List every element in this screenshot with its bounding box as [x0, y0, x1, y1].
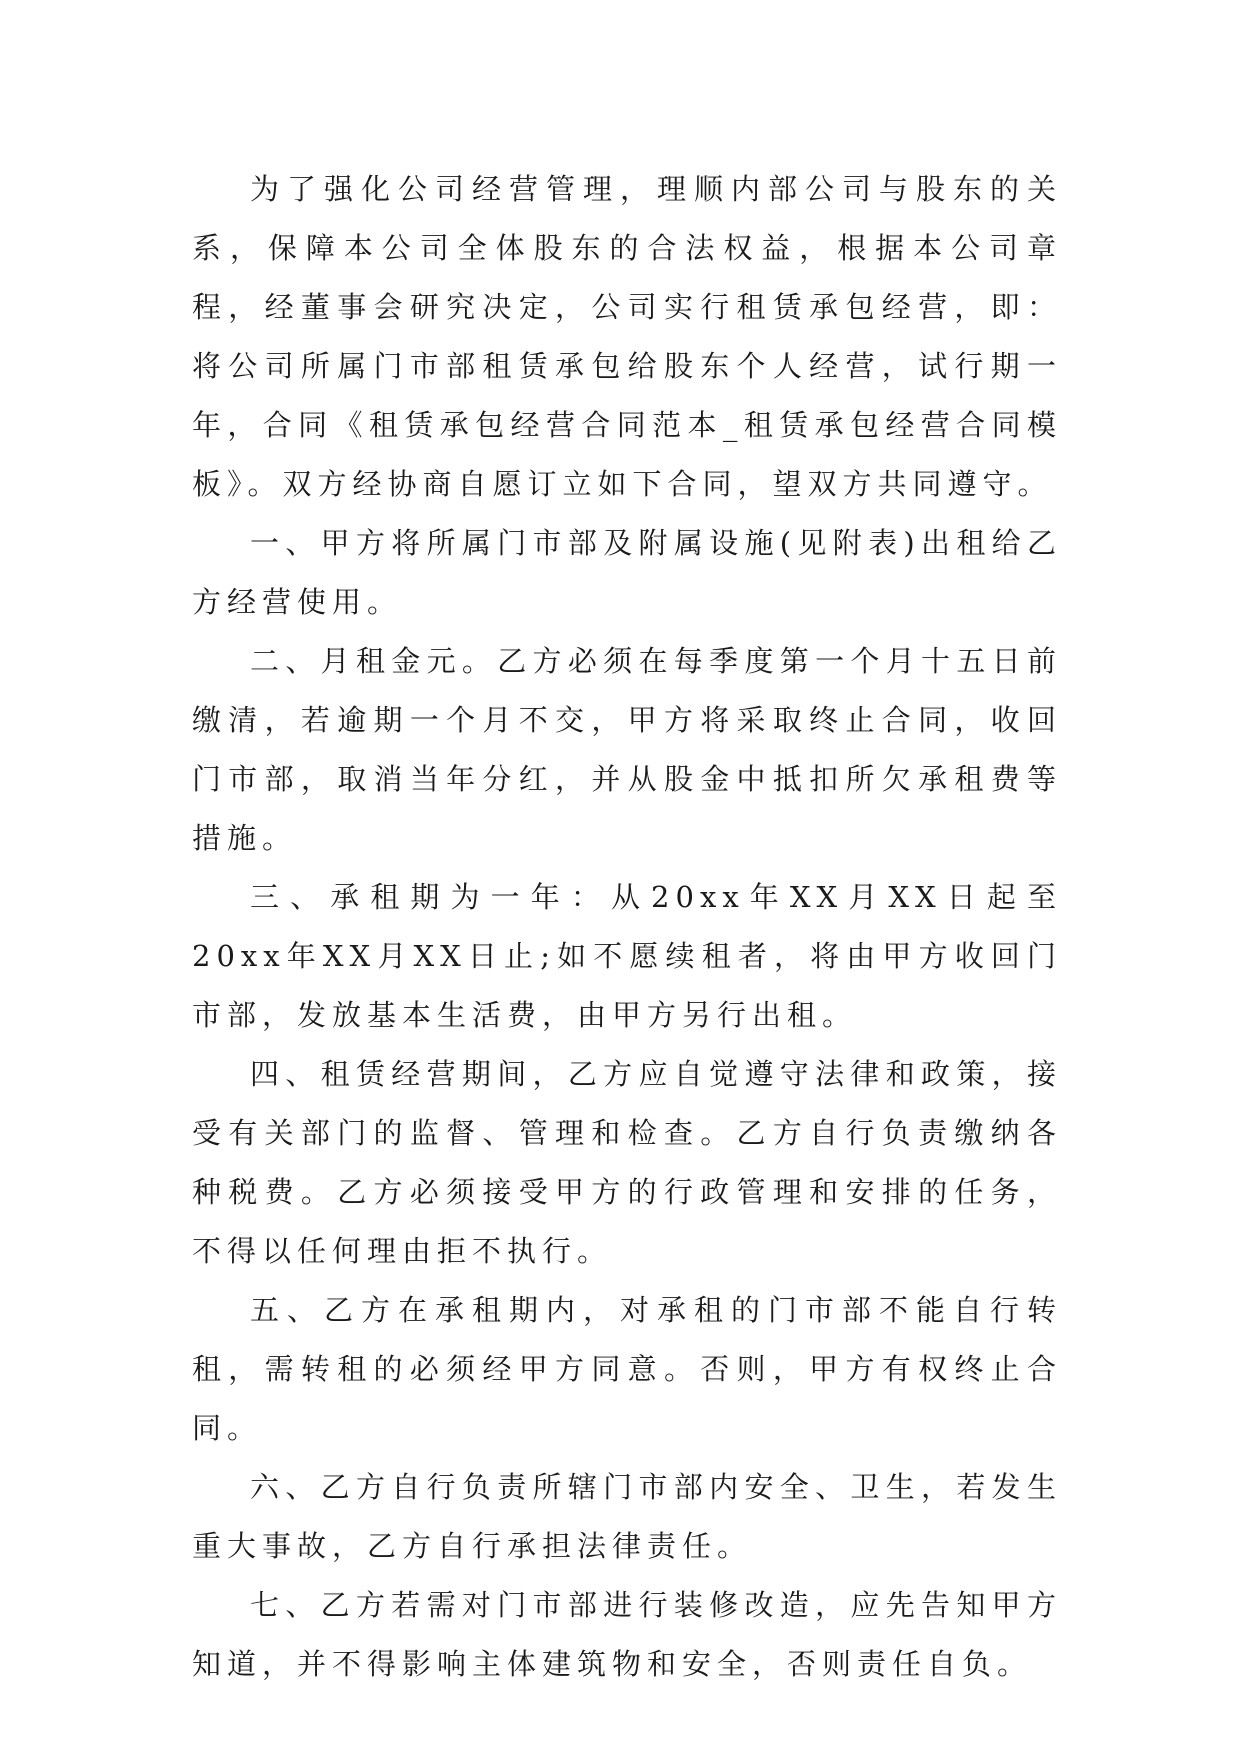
- paragraph-clause-6: 六、乙方自行负责所辖门市部内安全、卫生，若发生重大事故，乙方自行承担法律责任。: [192, 1470, 1062, 1563]
- paragraph-clause-5: 五、乙方在承租期内，对承租的门市部不能自行转租，需转租的必须经甲方同意。否则，甲方有权终止合同。: [192, 1293, 1062, 1445]
- paragraph-intro: 为了强化公司经营管理，理顺内部公司与股东的关系，保障本公司全体股东的合法权益，根据本公司章程，经董事会研究决定，公司实行租赁承包经营，即：将公司所属门市部租赁承包给股东个人经营，试行期一年，合同《租赁承包经营合同范本_租赁承包经营合同模板》。双方经协商自愿订立如下合同，望双方共同遵守。: [192, 172, 1062, 501]
- paragraph-clause-2: 二、月租金元。乙方必须在每季度第一个月十五日前缴清，若逾期一个月不交，甲方将采取终止合同，收回门市部，取消当年分红，并从股金中抵扣所欠承租费等措施。: [192, 644, 1062, 855]
- contract-body: [192, 160, 1062, 1694]
- paragraph-clause-3: 三、承租期为一年：从20xx年XX月XX日起至20xx年XX月XX日止;如不愿续租者，将由甲方收回门市部，发放基本生活费，由甲方另行出租。: [192, 880, 1062, 1032]
- paragraph-clause-4: 四、租赁经营期间，乙方应自觉遵守法律和政策，接受有关部门的监督、管理和检查。乙方自行负责缴纳各种税费。乙方必须接受甲方的行政管理和安排的任务，不得以任何理由拒不执行。: [192, 1057, 1062, 1268]
- paragraph-clause-7: 七、乙方若需对门市部进行装修改造，应先告知甲方知道，并不得影响主体建筑物和安全，否则责任自负。: [192, 1588, 1062, 1681]
- paragraph-clause-1: 一、甲方将所属门市部及附属设施(见附表)出租给乙方经营使用。: [192, 526, 1062, 619]
